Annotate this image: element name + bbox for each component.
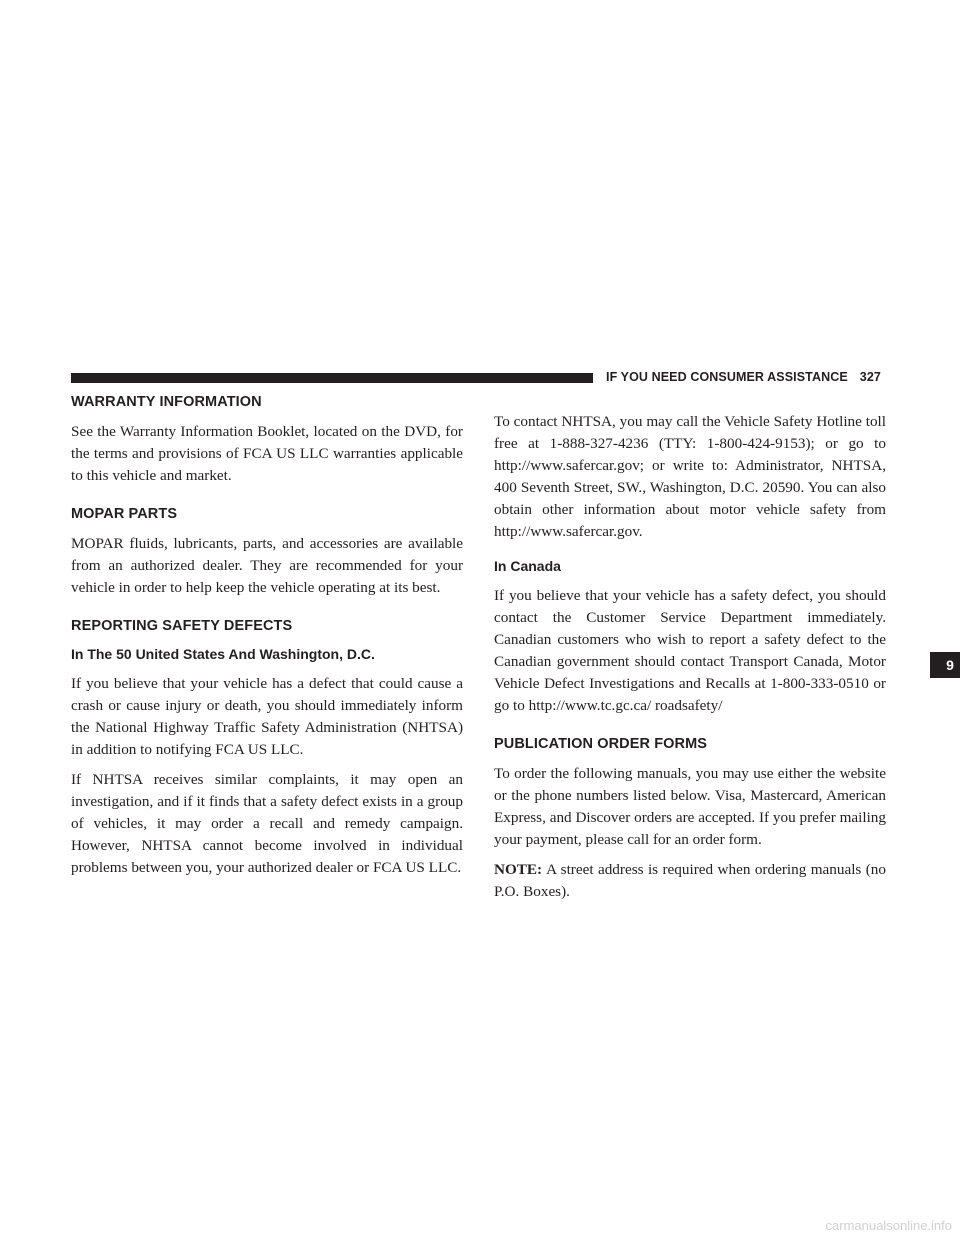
safety-heading: REPORTING SAFETY DEFECTS	[71, 618, 293, 634]
header-title: IF YOU NEED CONSUMER ASSISTANCE	[606, 370, 848, 384]
note-text: A street address is required when ordering manuals (no P.O. Boxes).	[494, 861, 886, 900]
publication-heading: PUBLICATION ORDER FORMS	[494, 736, 708, 752]
warranty-body: See the Warranty Information Booklet, located on the DVD, for the terms and provisions of FCA US LLC warranties applicable to this vehicle and market.	[71, 423, 463, 484]
publication-body: To order the following manuals, you may use either the website or the phone numbers listed below. Visa, Mastercard, American Express, and Discover orders are accepted. If you prefer mailing your payment, please call for an order form.	[494, 765, 886, 848]
mopar-body: MOPAR fluids, lubricants, parts, and accessories are available from an authorized dealer. They are recommended for your vehicle in order to help keep the vehicle operating at its best.	[71, 535, 463, 596]
safety-body-1: If you believe that your vehicle has a defect that could cause a crash or cause injury or death, you should immediately inform the National Highway Traffic Safety Administration (NHTSA) in addition to notifying FCA US LLC.	[71, 675, 463, 758]
safety-body-2: If NHTSA receives similar complaints, it may open an investigation, and if it finds that a safety defect exists in a group of vehicles, it may order a recall and remedy campaign. However, NHTSA cannot become involved in individual problems between you, your authorized dealer or FCA US LLC.	[71, 771, 463, 876]
note-label: NOTE:	[494, 861, 543, 878]
running-header	[606, 369, 881, 386]
note-paragraph	[494, 859, 886, 903]
header-rule	[71, 373, 593, 383]
us-subheading: In The 50 United States And Washington, D.C.	[71, 646, 375, 662]
section-number: 9	[946, 657, 954, 673]
nhtsa-contact-body: To contact NHTSA, you may call the Vehicle Safety Hotline toll free at 1-888-327-4236 (TTY: 1-800-424-9153); or go to http://www.safercar.gov; or write to: Administrator, NHTSA, 400 Seventh Street, SW., Washington, D.C. 20590. You can also obtain other information about motor vehicle safety from http://www.safercar.gov.	[494, 413, 886, 540]
canada-subheading: In Canada	[494, 558, 561, 574]
canada-body: If you believe that your vehicle has a safety defect, you should contact the Customer Service Department immediately. Canadian customers who wish to report a safety defect to the Canadian government should contact Transport Canada, Motor Vehicle Defect Investigations and Recalls at 1-800-333-0510 or go to http://www.tc.gc.ca/ roadsafety/	[494, 587, 886, 714]
section-tab	[930, 652, 960, 678]
page-number: 327	[859, 370, 881, 384]
warranty-heading: WARRANTY INFORMATION	[71, 394, 262, 410]
left-column	[71, 393, 463, 887]
mopar-heading: MOPAR PARTS	[71, 506, 178, 522]
watermark: carmanualsonline.info	[825, 1218, 952, 1233]
right-column	[494, 411, 886, 911]
